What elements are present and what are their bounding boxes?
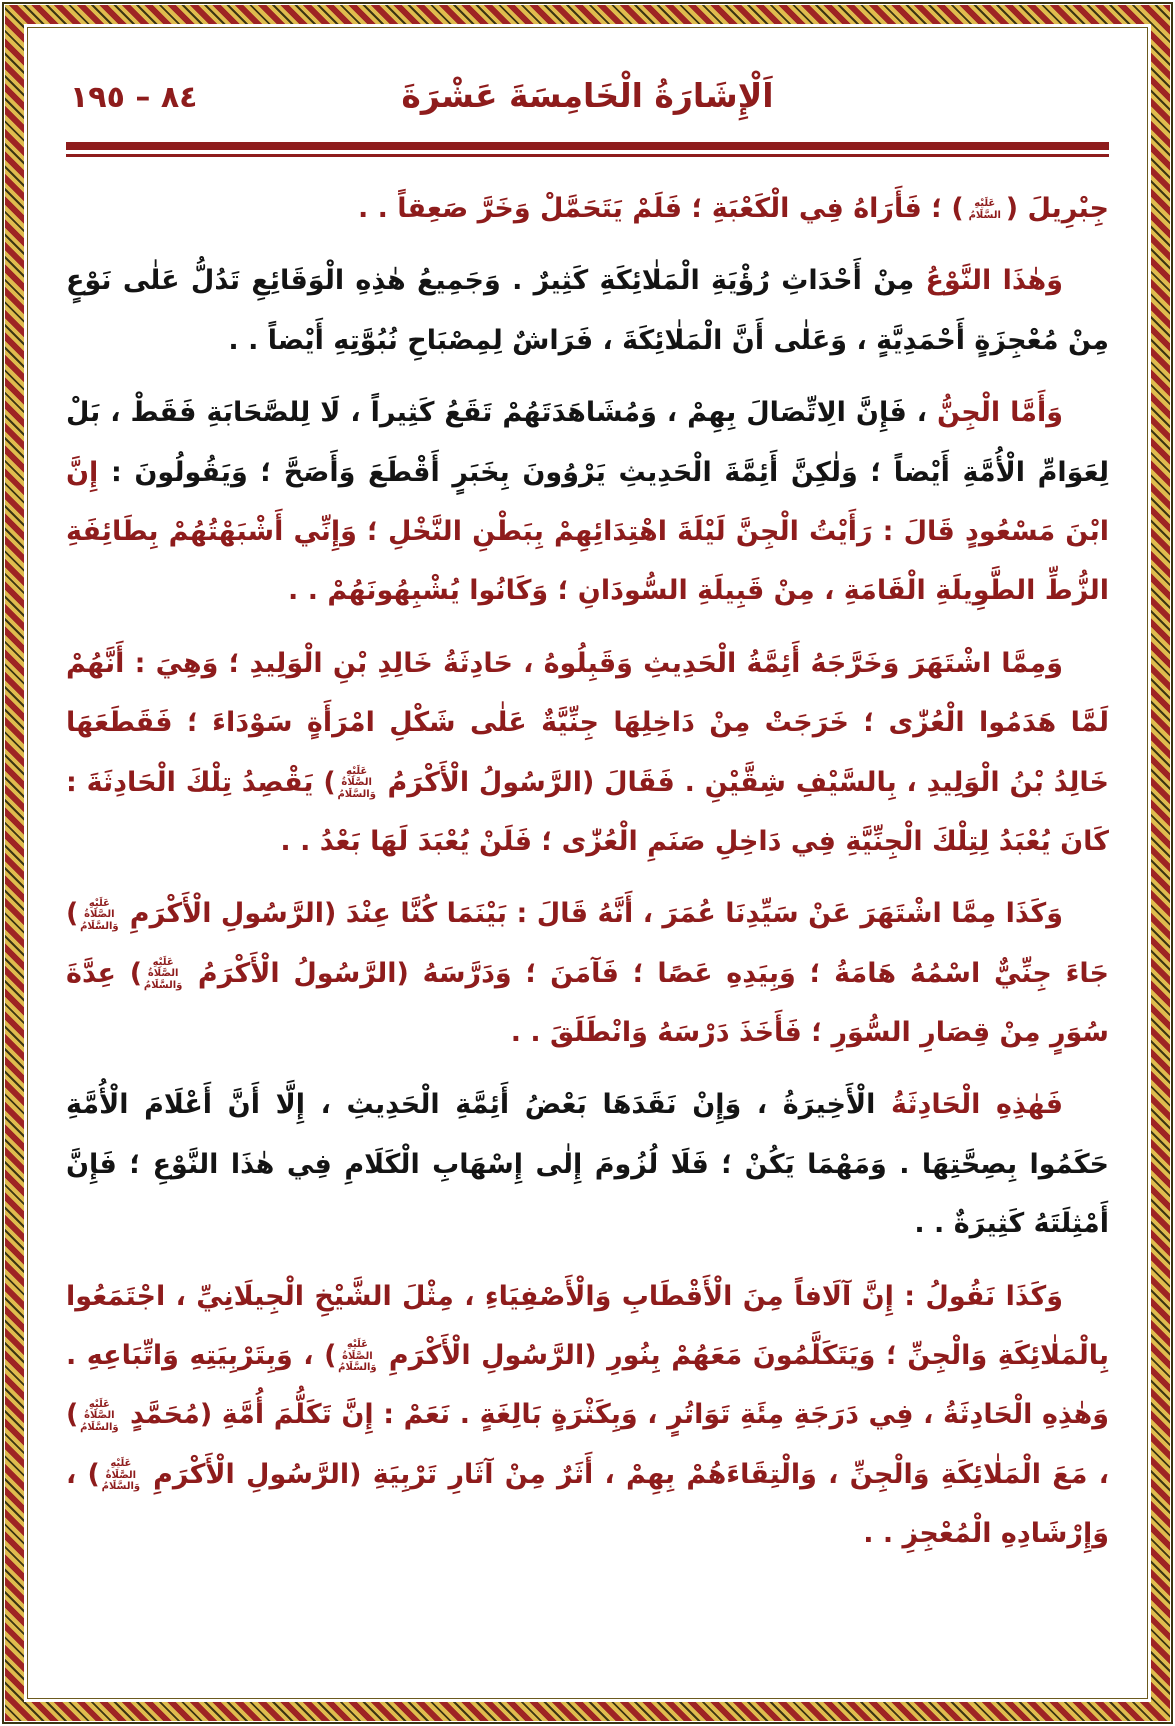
paragraph (66, 1075, 1109, 1253)
text-segment: جِبْرِيلَ ( (1005, 193, 1109, 224)
text-segment: ) ، وَإِرْشَادِهِ الْمُعْجِزِ . . (66, 1458, 1109, 1550)
header-divider (66, 142, 1109, 157)
paragraph (66, 251, 1109, 370)
text-segment: ، فَإِنَّ الِاتِّصَالَ بِهِمْ ، وَمُشَاهَدَتَهُمْ تَقَعُ كَثِيراً ، لَا لِلصَّحَابَةِ فَقَطْ ، بَلْ لِعَوَامِّ الْأُمَّةِ أَيْضاً ؛ وَلٰكِنَّ أَئِمَّةَ الْحَدِيثِ يَرْوُونَ بِخَبَرٍ أَقْطَعَ وَأَصَحَّ ؛ وَيَقُولُونَ : (66, 397, 1109, 488)
paragraph (66, 884, 1109, 1062)
text-segment: مِنْ أَحْدَاثِ رُؤْيَةِ الْمَلٰائِكَةِ كَثِيرٌ . وَجَمِيعُ هٰذِهِ الْوَقَائِعِ تَدُلُّ عَلٰى نَوْعٍ مِنْ مُعْجِزَةٍ أَحْمَدِيَّةٍ ، وَعَلٰى أَنَّ الْمَلٰائِكَةَ ، فَرَاشٌ لِمِصْبَاحِ نُبُوَّتِهِ أَيْضاً . . (66, 265, 1109, 356)
text-segment: ) عِدَّةَ سُوَرٍ مِنْ قِصَارِ السُّوَرِ ؛ فَأَخَذَ دَرْسَهُ وَانْطَلَقَ . . (66, 957, 1109, 1049)
honorific-seal: عَلَيْهِ الصَّلَاةُ وَالسَّلَامُ (337, 765, 376, 800)
text-segment: ) يَقْصِدُ تِلْكَ الْحَادِثَةَ : كَانَ يُعْبَدُ لِتِلْكَ الْجِنِّيَّةِ فِي دَاخِلِ صَنَمِ الْعُزّٰى ؛ فَلَنْ يُعْبَدَ لَهَا بَعْدُ . . (66, 766, 1109, 857)
paragraph (66, 383, 1109, 621)
header-rule-thin (66, 154, 1109, 157)
text-segment: وَمِمَّا اشْتَهَرَ وَخَرَّجَهُ أَئِمَّةُ الْحَدِيثِ وَقَبِلُوهُ ، حَادِثَةُ خَالِدِ بْنِ الْوَلِيدِ ؛ وَهِيَ : أَنَّهُمْ لَمَّا هَدَمُوا الْعُزّٰى ؛ خَرَجَتْ مِنْ دَاخِلِهَا جِنِّيَّةٌ عَلٰى شَكْلِ امْرَأَةٍ سَوْدَاءَ ؛ فَقَطَعَهَا خَالِدُ بْنُ الْوَلِيدِ ، بِالسَّيْفِ شِقَّيْنِ . فَقَالَ (الرَّسُولُ الْأَكْرَمُ (66, 647, 1110, 798)
text-segment: ) ؛ فَأَرَاهُ فِي الْكَعْبَةِ ؛ فَلَمْ يَتَحَمَّلْ وَخَرَّ صَعِقاً . . (357, 193, 964, 224)
honorific-seal: عَلَيْهِ الصَّلَاةُ وَالسَّلَامُ (143, 956, 183, 991)
text-segment: إِنَّ ابْنَ مَسْعُودٍ قَالَ : رَأَيْتُ الْجِنَّ لَيْلَةَ اهْتِدَائِهِمْ بِبَطْنِ النَّخْلِ ؛ وَإِنِّي أَشْبَهْتُهُمْ بِطَائِفَةِ الزُّطِّ الطَّوِيلَةِ الْقَامَةِ ، مِنْ قَبِيلَةِ السُّودَانِ ؛ وَكَانُوا يُشْبِهُونَهُمْ . . (66, 456, 1109, 607)
text-segment: فَهٰذِهِ الْحَادِثَةُ (875, 1089, 1063, 1121)
honorific-seal: عَلَيْهِ السَّلَامُ (968, 198, 1001, 221)
page-content (66, 32, 1109, 1694)
page-title: اَلْإِشَارَةُ الْخَامِسَةَ عَشْرَةَ (401, 76, 774, 115)
honorific-seal: عَلَيْهِ الصَّلَاةُ وَالسَّلَامُ (80, 1398, 119, 1433)
page-header (66, 76, 1109, 128)
page-number: ٨٤ – ١٩٥ (70, 80, 198, 115)
text-segment: ) جَاءَ جِنِّيٌّ اسْمُهُ هَامَةُ ؛ وَبِيَدِهِ عَصًا ؛ فَآمَنَ ؛ وَدَرَّسَهُ (الرَّسُولُ الْأَكْرَمُ (66, 898, 1109, 989)
honorific-seal: عَلَيْهِ الصَّلَاةُ وَالسَّلَامُ (80, 897, 119, 932)
text-segment: الْأَخِيرَةُ ، وَإِنْ نَقَدَهَا بَعْضُ أَئِمَّةِ الْحَدِيثِ ، إِلَّا أَنَّ أَعْلَامَ الْأُمَّةِ حَكَمُوا بِصِحَّتِهَا . وَمَهْمَا يَكُنْ ؛ فَلَا لُزُومَ إِلٰى إِسْهَابِ الْكَلَامِ فِي هٰذَا النَّوْعِ ؛ فَإِنَّ أَمْثِلَتَهُ كَثِيرَةٌ . . (66, 1089, 1109, 1240)
text-segment: وَأَمَّا الْجِنُّ (927, 397, 1063, 429)
paragraph (66, 634, 1109, 872)
text-segment: وَهٰذَا النَّوْعُ (914, 265, 1063, 297)
text-segment: وَكَذَا نَقُولُ : إِنَّ آلَافاً مِنَ الْأَقْطَابِ وَالْأَصْفِيَاءِ ، مِثْلَ الشَّيْخِ الْجِيلَانِيِّ ، اجْتَمَعُوا بِالْمَلٰائِكَةِ وَالْجِنِّ ؛ وَيَتَكَلَّمُونَ مَعَهُمْ بِنُورِ (الرَّسُولِ الْأَكْرَمِ (66, 1280, 1109, 1372)
honorific-seal: عَلَيْهِ الصَّلَاةُ وَالسَّلَامُ (338, 1339, 377, 1374)
honorific-seal: عَلَيْهِ الصَّلَاةُ وَالسَّلَامُ (101, 1458, 141, 1493)
text-segment: ) ، مَعَ الْمَلٰائِكَةِ وَالْجِنِّ ، وَالْتِقَاءَهُمْ بِهِمْ ، أَثَرٌ مِنْ آثَارِ تَرْبِيَةِ (الرَّسُولِ الْأَكْرَمِ (66, 1399, 1109, 1490)
body-text (66, 179, 1109, 1564)
text-segment: وَكَذَا مِمَّا اشْتَهَرَ عَنْ سَيِّدِنَا عُمَرَ ، أَنَّهُ قَالَ : بَيْنَمَا كُنَّا عِنْدَ (الرَّسُولِ الْأَكْرَمِ (120, 898, 1063, 930)
text-segment: ) ، وَبِتَرْبِيَتِهِ وَاتِّبَاعِهِ . وَهٰذِهِ الْحَادِثَةُ ، فِي دَرَجَةِ مِئَةِ تَوَاتُرٍ ، وَبِكَثْرَةٍ بَالِغَةٍ . نَعَمْ : إِنَّ تَكَلُّمَ أُمَّةِ (مُحَمَّدٍ (66, 1340, 1109, 1431)
paragraph (66, 179, 1109, 238)
paragraph (66, 1267, 1109, 1564)
header-rule-thick (66, 142, 1109, 150)
